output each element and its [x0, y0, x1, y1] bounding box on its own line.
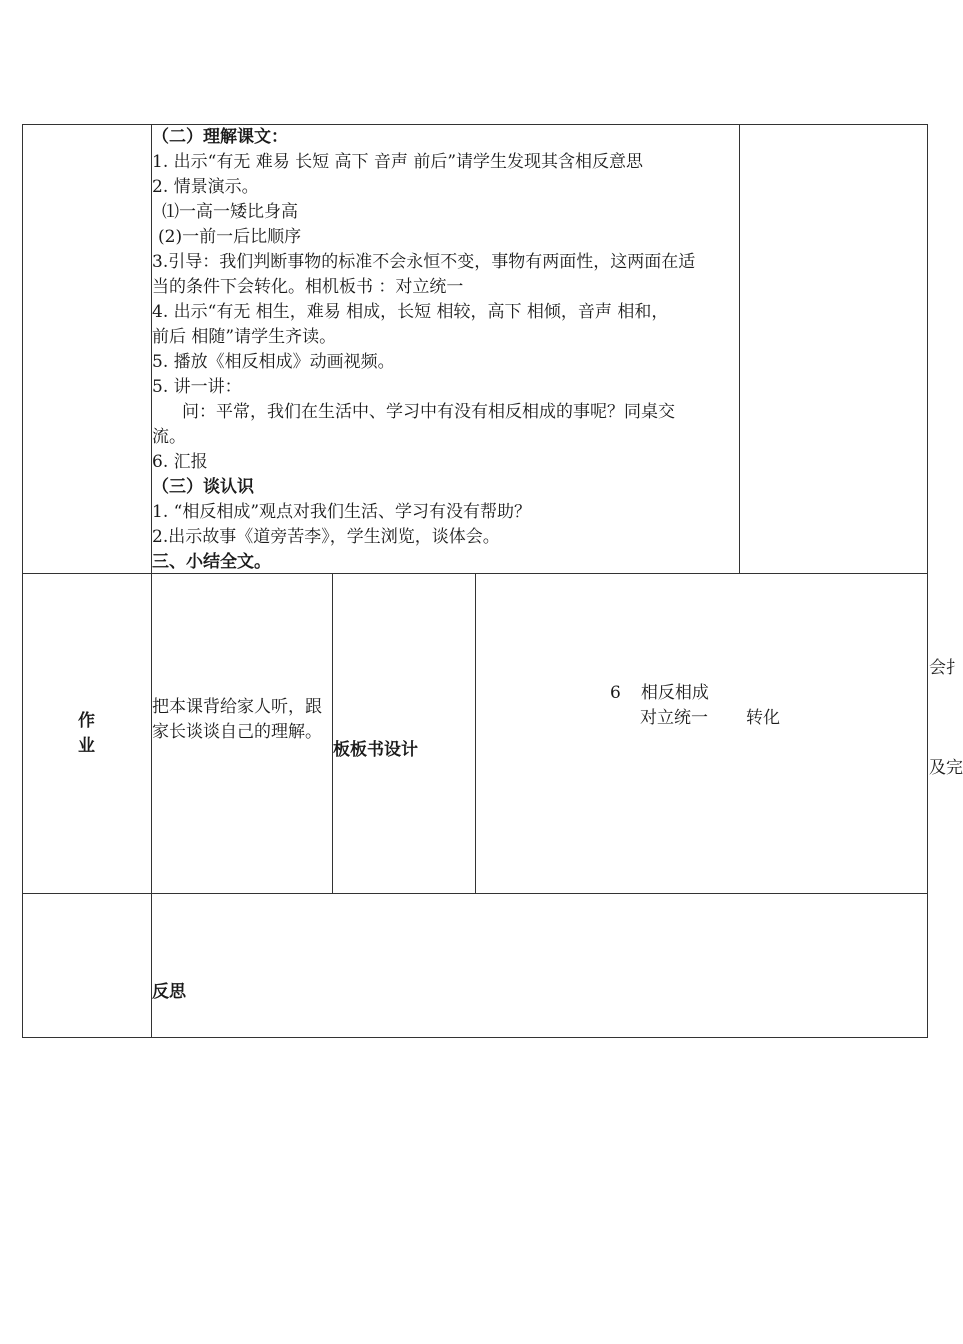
lesson-line: 2.出示故事《道旁苦李》，学生浏览，谈体会。	[152, 527, 500, 547]
section-heading-understand: （二）理解课文：	[152, 127, 288, 147]
lesson-line: 1. 出示“有无 难易 长短 高下 音声 前后”请学生发现其含相反意思	[152, 152, 644, 172]
table-col-divider-board	[475, 573, 476, 893]
lesson-line: 前后 相随”请学生齐读。	[152, 327, 337, 347]
table-border-left	[22, 124, 23, 1038]
table-row-divider-2	[22, 893, 928, 894]
lesson-line: 4. 出示“有无 相生，难易 相成，长短 相较，高下 相倾，音声 相和，	[152, 302, 669, 322]
lesson-line: 流。	[152, 427, 186, 447]
table-col-divider-homework	[332, 573, 333, 893]
table-border-right	[927, 124, 928, 1038]
lesson-line: 3.引导：我们判断事物的标准不会永恒不变，事物有两面性，这两面在适	[152, 252, 696, 272]
lesson-line: 当的条件下会转化。相机板书 ：对立统一	[152, 277, 464, 297]
board-item-transform: 转化	[746, 708, 780, 728]
section-heading-summary: 三、小结全文。	[152, 552, 271, 572]
margin-text-bottom: 及完	[929, 758, 963, 778]
board-design-label: 板板书设计	[333, 740, 418, 760]
board-title: 相反相成	[640, 683, 709, 703]
lesson-content	[152, 125, 740, 575]
board-item-unity: 对立统一	[640, 708, 708, 728]
margin-text-top: 会扌	[929, 658, 963, 678]
lesson-line: 1. “相反相成”观点对我们生活、学习有没有帮助？	[152, 502, 532, 522]
homework-text: 把本课背给家人听，跟家长谈谈自己的理解。	[152, 697, 322, 742]
lesson-line: ⑴一高一矮比身高	[162, 202, 298, 222]
section-heading-discuss: （三）谈认识	[152, 477, 254, 497]
homework-label-line1: 作	[78, 711, 95, 731]
lesson-line: 2. 情景演示。	[152, 177, 259, 197]
lesson-line: 问：平常，我们在生活中、学习中有没有相反相成的事呢？同桌交	[182, 402, 675, 422]
board-lesson-number: 6	[610, 683, 621, 703]
lesson-line: 6. 汇报	[152, 452, 208, 472]
reflection-label: 反思	[152, 982, 186, 1002]
lesson-line: 5. 播放《相反相成》动画视频。	[152, 352, 395, 372]
lesson-line: 5. 讲一讲：	[152, 377, 242, 397]
board-design-content	[610, 681, 780, 731]
homework-label-line2: 业	[78, 736, 95, 756]
table-border-bottom	[22, 1037, 928, 1038]
lesson-line: (2)一前一后比顺序	[158, 227, 302, 247]
